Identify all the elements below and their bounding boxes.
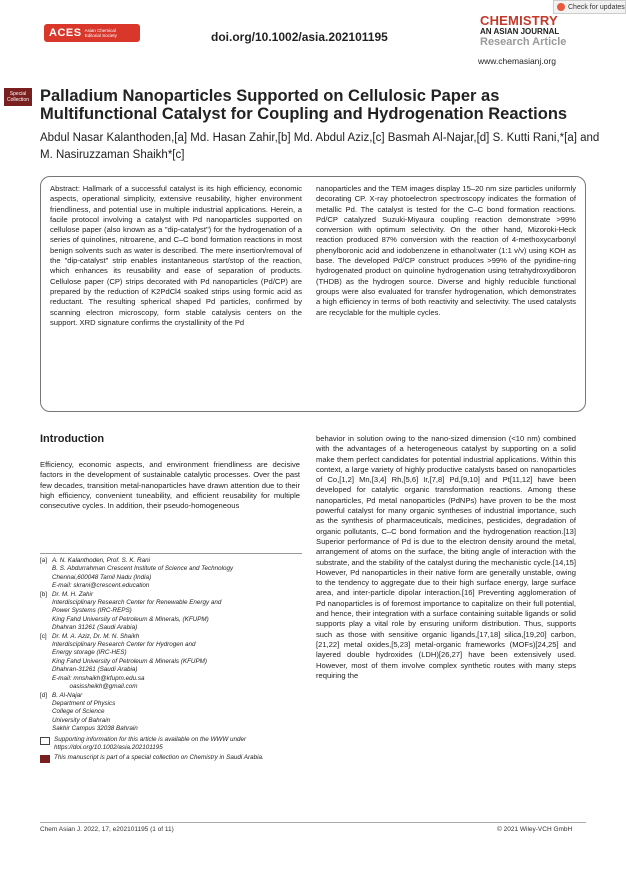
- journal-website[interactable]: www.chemasianj.org: [478, 56, 556, 66]
- affiliation-c: [c] Dr. M. A. Aziz, Dr. M. N. Shaikh Interdisciplinary Research Center for Hydrogen and Energy storage (IRC-HES) King Fahd University of Petroleum & Minerals (KFUPM) Dhahran-31261 (Saudi Arabia) E-mail: mnshaikh@kfupm.edu.sa oasissheikh@gmail.com: [40, 632, 208, 691]
- section-heading: Introduction: [40, 433, 105, 445]
- article-title: Palladium Nanoparticles Supported on Cellulosic Paper as Multifunctional Catalyst for Coupling and Hydrogenation Reactions: [40, 87, 568, 123]
- abstract-left-column: Abstract: Hallmark of a successful catalyst is its high efficiency, economic aspects, operational simplicity, extensive reusability, higher environment friendliness, and potential use in multiple industrial applications. Herein, a facile protocol involving a catalyst with Pd nanoparticles supported on cellulose paper (also known as a "dip-catalyst") for the hydrogenation of a series of quinolines, nitroarene, and C–C bond formation reactions in most benign solvents such as water is described. The mere insertion/removal of the "dip-catalyst" strip enables instantaneous start/stop of the reaction, which enhances its reusability and ease of separation of products. Cellulose paper (CP) strips decorated with Pd nanoparticles (Pd/CP) are prepared by the reduction of K2PdCl4 soaked strips using formic acid as reductant. The resulting spherical shaped Pd particles, confirmed by scanning electron microscopy, form stable catalysis centers on the support. XRD signature confirms the crystallinity of the Pd: [50, 184, 302, 327]
- citation-footer: Chem Asian J. 2022, 17, e202101195 (1 of 11): [40, 826, 174, 833]
- author-list: Abdul Nasar Kalanthoden,[a] Md. Hasan Zahir,[b] Md. Abdul Aziz,[c] Basmah Al-Najar,[d] S. Kutti Rani,*[a] and M. Nasiruzzaman Shaikh*[c]: [40, 132, 600, 161]
- affiliation-b: [b] Dr. M. H. Zahir Interdisciplinary Research Center for Renewable Energy and Power Systems (IRC-REPS) King Fahd University of Petroleum & Minerals, (KFUPM) Dhahran 31261 (Saudi Arabia): [40, 590, 222, 632]
- copyright-footer: © 2021 Wiley-VCH GmbH: [497, 826, 573, 833]
- update-icon: [557, 3, 565, 11]
- affiliations: [40, 557, 302, 763]
- intro-right-column: behavior in solution owing to the nano-sized dimension (<10 nm) combined with the advantages of a heterogeneous catalyst by supporting on a solid make them perfect candidates for potential industrial applications. Within this context, a large variety of highly productive catalysts based on nanoparticles of Co,[1,2] Mn,[3,4] Rh,[5,6] Ir,[7,8] Pd,[9,10] and Pt[11,12] have been developed for catalytic organic transformation reactions. Among these nanoparticles, Pd metal nanoparticles (PdNPs) have proven to be the most powerful catalyst for many organic syntheses of industrial importance, such as the synthesis of pharmaceuticals, medicines, pesticides, degradation of organic pollutants, C–C bond formation and the hydrogenation reaction.[13] Superior performance of Pd is due to the electron density around the metal, arrangement of atoms on the surface, the biting angle of interaction with the substrate, and the stability of the catalyst during the mechanistic cycle.[14,15] However, Pd nanoparticles in their native form are generally unstable, owing to the tendency to aggregate due to their high surface energy, large surface area, and inter-particle dipolar interaction.[16] Preventing agglomeration of Pd nanoparticles is of foremost importance to capitalize on their full potential, and hence, their integration with a surface containing suitable ligands or solid supports play a vital role by ensuring uniform distribution. Thus, supports such as those with sensitive organic ligands,[17,18] silica,[19,20] carbon,[21,22] metal oxides,[5,23] metal-organic frameworks (MOFs)[24,25] and layered double hydroxides (LDH)[26,27] have been extensively used. However, most of them involve complex synthetic routes with many steps requiring the: [316, 434, 577, 680]
- check-updates-button[interactable]: Check for updates: [553, 0, 626, 14]
- article-type: Research Article: [480, 36, 567, 48]
- special-collection-icon: [40, 755, 50, 763]
- affiliation-d: [d] B. Al-Najar Department of Physics College of Science University of Bahrain Sakhir Campus 32038 Bahrain: [40, 691, 138, 733]
- abstract-right-column: nanoparticles and the TEM images display 15–20 nm size particles uniformly decorating CP. X-ray photoelectron spectroscopy indicates the formation of metallic Pd. The catalyst is tested for the C–C bond formation reactions. Pd/CP catalyzed Suzuki-Miyaura coupling reaction demonstrate >99% conversion with optimum selectivity. On the other hand, Mizoroki-Heck reaction produced 87% conversion with the reaction of 4-methoxycarbonyl phenylboronic acid and iodobenzene in ethanol:water (1:1 v/v) using KOH as base. The developed Pd/CP construct produces >99% of the pyridine-ring hydrogenated product on quinoline hydrogenation using tetrahydroxydiboron (THDB) as the hydrogen source. Diverse and highly reducible functional groups were also evaluated for transfer hydrogenation, which demonstrates a high efficiency in terms of both reactivity and selectivity. The used catalysts are recyclable for the multiple cycles.: [316, 184, 576, 317]
- special-collection-note: This manuscript is part of a special collection on Chemistry in Saudi Arabia.: [40, 754, 302, 763]
- affiliation-a: [a] A. N. Kalanthoden, Prof. S. K. Rani B. S. Abdurrahman Crescent Institute of Science and Technology Chennai,600048 Tamil Nadu (India) E-mail: skrani@crescent.education: [40, 557, 234, 590]
- footer-divider: [40, 822, 586, 823]
- supporting-info-icon: [40, 737, 50, 745]
- journal-subtitle: AN ASIAN JOURNAL: [480, 27, 560, 36]
- special-collection-badge: Special Collection: [4, 88, 32, 106]
- aces-logo: ACES Asian Chemical Editorial Society: [44, 24, 140, 42]
- footnote-divider: [40, 553, 302, 554]
- doi-link[interactable]: doi.org/10.1002/asia.202101195: [211, 30, 388, 44]
- supporting-info-note[interactable]: Supporting information for this article is available on the WWW under https://doi.org/10.1002/asia.202101195: [40, 736, 302, 753]
- journal-name: CHEMISTRY: [480, 13, 558, 28]
- intro-left-column: Efficiency, economic aspects, and environment friendliness are decisive factors in the development of sustainable catalytic processes. Over the past few decades, transition metal-nanoparticles have drawn attention due to their high efficiency, convenient tuneability, and efficient reusability for multiple consecutive cycles. In addition, their pseudo-homogeneous: [40, 460, 300, 511]
